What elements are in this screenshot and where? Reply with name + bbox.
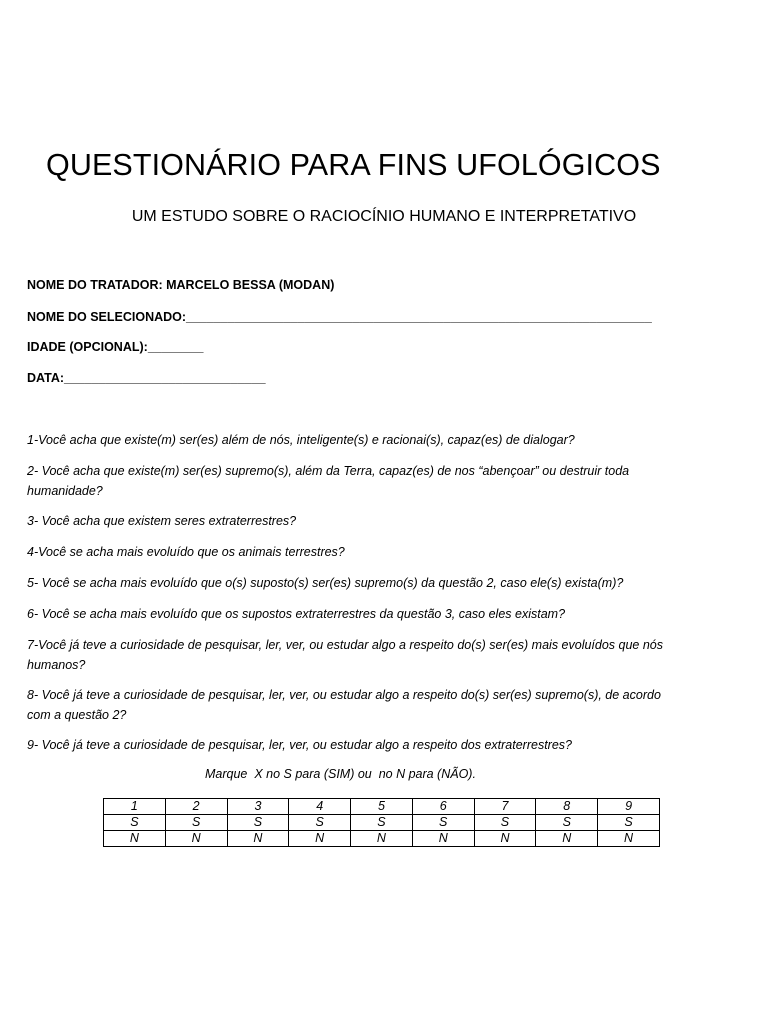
question-number-cell: 2 bbox=[165, 799, 227, 815]
question-number-cell: 5 bbox=[351, 799, 413, 815]
answer-no-row bbox=[104, 831, 660, 847]
yes-answer-cell[interactable]: S bbox=[598, 815, 660, 831]
field-tratador: NOME DO TRATADOR: MARCELO BESSA (MODAN) bbox=[27, 278, 335, 292]
question-number-cell: 8 bbox=[536, 799, 598, 815]
question-number-cell: 9 bbox=[598, 799, 660, 815]
no-answer-cell[interactable]: N bbox=[227, 831, 289, 847]
field-selecionado: NOME DO SELECIONADO:___________________________________________________________________ bbox=[27, 310, 652, 324]
page-subtitle: UM ESTUDO SOBRE O RACIOCÍNIO HUMANO E INTERPRETATIVO bbox=[131, 208, 637, 225]
yes-answer-cell[interactable]: S bbox=[289, 815, 351, 831]
question-7: 7-Você já teve a curiosidade de pesquisar, ler, ver, ou estudar algo a respeito do(s) ser(es) mais evoluídos que nós humanos? bbox=[27, 638, 664, 672]
question-4: 4-Você se acha mais evoluído que os animais terrestres? bbox=[27, 545, 345, 559]
no-answer-cell[interactable]: N bbox=[412, 831, 474, 847]
answer-number-row bbox=[104, 799, 660, 815]
no-answer-cell[interactable]: N bbox=[351, 831, 413, 847]
yes-answer-cell[interactable]: S bbox=[536, 815, 598, 831]
yes-answer-cell[interactable]: S bbox=[474, 815, 536, 831]
field-idade: IDADE (OPCIONAL):________ bbox=[27, 340, 204, 354]
question-number-cell: 6 bbox=[412, 799, 474, 815]
answer-table bbox=[103, 798, 660, 847]
no-answer-cell[interactable]: N bbox=[536, 831, 598, 847]
question-number-cell: 1 bbox=[104, 799, 166, 815]
question-9: 9- Você já teve a curiosidade de pesquisar, ler, ver, ou estudar algo a respeito dos extraterrestres? bbox=[27, 738, 572, 752]
yes-answer-cell[interactable]: S bbox=[165, 815, 227, 831]
answer-instruction: Marque X no S para (SIM) ou no N para (NÃO). bbox=[205, 767, 476, 781]
no-answer-cell[interactable]: N bbox=[104, 831, 166, 847]
yes-answer-cell[interactable]: S bbox=[412, 815, 474, 831]
yes-answer-cell[interactable]: S bbox=[351, 815, 413, 831]
field-data: DATA:_____________________________ bbox=[27, 371, 266, 385]
yes-answer-cell[interactable]: S bbox=[104, 815, 166, 831]
question-2: 2- Você acha que existe(m) ser(es) supremo(s), além da Terra, capaz(es) de nos “abençoar” ou destruir toda humanidade? bbox=[27, 464, 630, 498]
question-3: 3- Você acha que existem seres extraterrestres? bbox=[27, 514, 297, 528]
no-answer-cell[interactable]: N bbox=[474, 831, 536, 847]
yes-answer-cell[interactable]: S bbox=[227, 815, 289, 831]
no-answer-cell[interactable]: N bbox=[598, 831, 660, 847]
question-number-cell: 3 bbox=[227, 799, 289, 815]
question-5: 5- Você se acha mais evoluído que o(s) suposto(s) ser(es) supremo(s) da questão 2, caso ele(s) exista(m)? bbox=[27, 576, 624, 590]
answer-yes-row bbox=[104, 815, 660, 831]
no-answer-cell[interactable]: N bbox=[289, 831, 351, 847]
question-1: 1-Você acha que existe(m) ser(es) além de nós, inteligente(s) e racionai(s), capaz(es) de dialogar? bbox=[27, 433, 575, 447]
question-6: 6- Você se acha mais evoluído que os supostos extraterrestres da questão 3, caso eles existam? bbox=[27, 607, 566, 621]
question-number-cell: 7 bbox=[474, 799, 536, 815]
question-8: 8- Você já teve a curiosidade de pesquisar, ler, ver, ou estudar algo a respeito do(s) ser(es) supremo(s), de acordo com a questão 2? bbox=[27, 688, 661, 722]
question-number-cell: 4 bbox=[289, 799, 351, 815]
page-title: QUESTIONÁRIO PARA FINS UFOLÓGICOS bbox=[46, 148, 661, 182]
no-answer-cell[interactable]: N bbox=[165, 831, 227, 847]
